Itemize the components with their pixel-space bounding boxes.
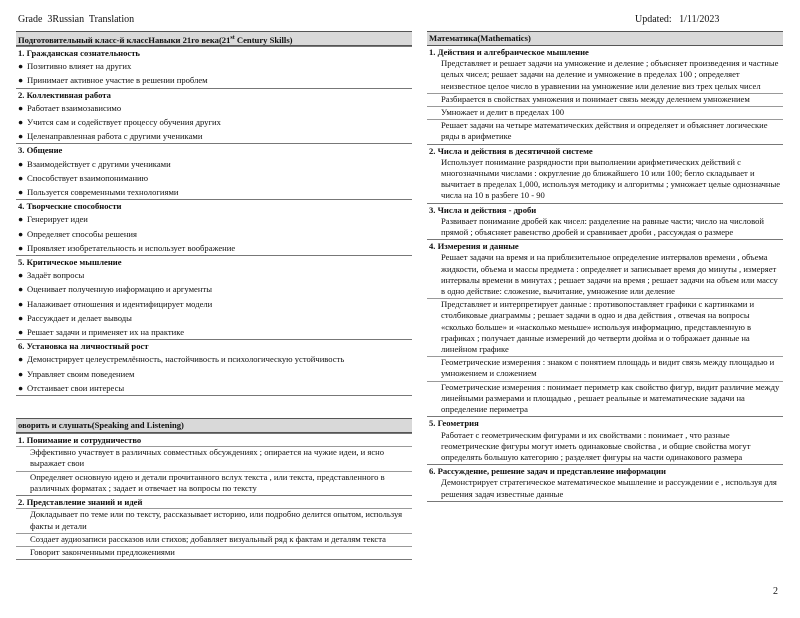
math-bottom-rule	[427, 501, 783, 502]
skill-section-heading: 3. Общение	[16, 143, 412, 156]
skills-title: Подготовительный класс-й классНавыки 21го века(21	[18, 34, 231, 45]
skill-item-text: Генерирует идеи	[27, 214, 88, 225]
skill-item-text: Проявляет изобретательность и использует воображение	[27, 242, 236, 253]
speaking-standard: Эффективно участвует в различных совместных обсуждениях ; опирается на чужие идеи, и ясно выражает свои	[16, 446, 412, 470]
bullet-icon: ●	[18, 187, 24, 198]
math-section-heading: 5. Геометрия	[427, 416, 783, 429]
speaking-section-heading: 2. Представление знаний и идей	[16, 495, 412, 508]
skill-item-text: Демонстрирует целеустремлённость, настойчивость и психологическую устойчивость	[27, 354, 345, 365]
speaking-section-heading: 1. Понимание и сотрудничество	[16, 433, 412, 446]
math-standard: Демонстрирует стратегическое математическое мышление и рассуждении е , используя для решения задач известные данные	[441, 477, 777, 499]
skill-list-item	[16, 282, 412, 296]
math-section-heading: 6. Рассуждение, решение задач и представление информации	[427, 464, 783, 477]
skill-list-item	[16, 59, 412, 73]
math-sections	[427, 46, 783, 501]
skills-title-end: Century Skills)	[234, 34, 293, 45]
bullet-icon: ●	[18, 312, 24, 323]
skill-item-text: Взаимодействует с другими учениками	[27, 158, 171, 169]
document-header-updated: Updated: 1/11/2023	[635, 14, 720, 25]
skill-item-text: Учится сам и содействует процессу обучения других	[27, 117, 221, 128]
math-standard: Умножает и делит в пределах 100	[427, 106, 783, 119]
speaking-standard: Определяет основную идею и детали прочитанного вслух текста , или текста, представленного в различных форматах ; задает и отвечает на вопросы по тексту	[16, 471, 412, 495]
speaking-sections	[16, 433, 412, 559]
math-standard: Представляет и интерпретирует данные : противопоставляет графики с картинками и столбиковые диаграммы ; решает задачи в одно и два действия , отвечая на вопросы «сколько больше» и «насколько меньше» используя информацию, представленную в графиках ; получает данные измерений до четверти дюйма и о тображает данные на линейном графике	[427, 298, 783, 356]
speaking-title: оворить и слушать(Speaking and Listening)	[18, 420, 184, 431]
skill-item-text: Способствует взаимопониманию	[27, 172, 149, 183]
skill-list-item	[16, 185, 412, 199]
skill-section-heading: 6. Установка на личностный рост	[16, 339, 412, 352]
bullet-icon: ●	[18, 327, 24, 338]
skill-list-item	[16, 325, 412, 339]
skill-list-item	[16, 227, 412, 241]
skill-item-text: Работает взаимозависимо	[27, 102, 122, 113]
bullet-icon: ●	[18, 270, 24, 281]
bullet-icon: ●	[18, 368, 24, 379]
bullet-icon: ●	[18, 298, 24, 309]
bullet-icon: ●	[18, 284, 24, 295]
skills-sections	[16, 46, 412, 395]
skill-list-item	[16, 212, 412, 226]
bullet-icon: ●	[18, 382, 24, 393]
bullet-icon: ●	[18, 354, 24, 365]
math-standard: Решает задачи на четыре математических действия и определяет и объясняет логические ряды в арифметике	[427, 119, 783, 143]
skill-item-text: Принимает активное участие в решении проблем	[27, 75, 208, 86]
math-title-bar	[427, 31, 783, 46]
math-title: Математика(Mathematics)	[429, 33, 531, 43]
skill-section-heading: 1. Гражданская сознательность	[16, 46, 412, 59]
math-standard: Разбирается в свойствах умножения и понимает связь между делением умножением	[427, 93, 783, 106]
math-standard: Работает с геометрическим фигурами и их свойствами : понимает , что разные геометрические фигуры могут иметь одинаковые свойства , и общие свойства могут определять большую категорию ; разделяет фигуры на части одинакового размера	[441, 429, 751, 462]
skill-item-text: Задаёт вопросы	[27, 270, 85, 281]
skill-item-text: Позитивно влияет на других	[27, 61, 132, 72]
speaking-bottom-rule	[16, 559, 412, 560]
bullet-icon: ●	[18, 242, 24, 253]
skill-list-item	[16, 297, 412, 311]
bullet-icon: ●	[18, 61, 24, 72]
bullet-icon: ●	[18, 228, 24, 239]
math-section-heading: 4. Измерения и данные	[427, 239, 783, 252]
skill-list-item	[16, 73, 412, 87]
skill-list-item	[16, 381, 412, 395]
bullet-icon: ●	[18, 131, 24, 142]
skill-list-item	[16, 241, 412, 255]
speaking-standard: Создает аудиозаписи рассказов или стихов; добавляет визуальный ряд к фактам и деталям текста	[16, 533, 412, 546]
bullet-icon: ●	[18, 158, 24, 169]
skill-item-text: Определяет способы решения	[27, 228, 137, 239]
skill-section-heading: 4. Творческие способности	[16, 199, 412, 212]
bullet-icon: ●	[18, 214, 24, 225]
skill-list-item	[16, 311, 412, 325]
left-column	[16, 31, 412, 560]
skill-item-text: Решает задачи и применяет их на практике	[27, 327, 185, 338]
skill-item-text: Целенаправленная работа с другими учениками	[27, 131, 203, 142]
skill-item-text: Управляет своим поведением	[27, 368, 135, 379]
math-section-heading: 2. Числа и действия в десятичной системе	[427, 144, 783, 157]
skill-list-item	[16, 101, 412, 115]
bullet-icon: ●	[18, 117, 24, 128]
skill-item-text: Оценивает полученную информацию и аргументы	[27, 284, 213, 295]
skill-item-text: Рассуждает и делает выводы	[27, 312, 132, 323]
skill-section-heading: 5. Критическое мышление	[16, 255, 412, 268]
skill-list-item	[16, 268, 412, 282]
bullet-icon: ●	[18, 172, 24, 183]
math-standard: Развивает понимание дробей как чисел: разделение на равные части; число на числовой прямой ; объясняет равенство дробей и сравнивает дроби , рассуждая о размере	[441, 215, 764, 238]
bullet-icon: ●	[18, 75, 24, 86]
right-column	[427, 31, 783, 502]
skill-list-item	[16, 352, 412, 366]
skill-item-text: Отстаивает свои интересы	[27, 382, 125, 393]
page-number: 2	[773, 586, 778, 597]
math-standard: Геометрические измерения : знаком с понятием площадь и видит связь между площадью и умножением и сложением	[427, 356, 783, 380]
skills-title-bar	[16, 31, 412, 46]
skill-list-item	[16, 171, 412, 185]
math-standard: Геометрические измерения : понимает периметр как свойство фигур, видит различие между линейными размерами и площадью , решает реальные и математические задачи на определение периметра	[427, 381, 783, 417]
skill-item-text: Пользуется современными технологиями	[27, 187, 179, 198]
section-gap	[16, 395, 412, 418]
speaking-standard: Докладывает по теме или по тексту, рассказывает историю, или подробно делится опытом, используя факты и детали	[16, 508, 412, 532]
speaking-title-bar	[16, 418, 412, 433]
skill-list-item	[16, 129, 412, 143]
math-standard: Использует понимание разрядности при выполнении арифметических действий с многозначными числами : округление до ближайшего 10 или 100; бегло складывает и вычитает в пределах 1,000, используя методику и алгоритмы ; умножает целые однозначные числа на 10 в разбеге 10 - 90	[441, 156, 781, 201]
speaking-standard: Говорит законченными предложениями	[16, 546, 412, 559]
skills-title-superscript: st	[230, 35, 235, 41]
skill-item-text: Налаживает отношения и идентифицирует модели	[27, 298, 213, 309]
bullet-icon: ●	[18, 102, 24, 113]
skill-list-item	[16, 115, 412, 129]
skill-section-heading: 2. Коллективная работа	[16, 88, 412, 101]
skill-list-item	[16, 157, 412, 171]
document-header-left: Grade 3Russian Translation	[18, 14, 135, 25]
math-standard: Решает задачи на время и на приблизительное определение интервалов времени , объема жидкости, объема и массы предмета : определяет и записывает время до минуты , измеряет интервалы времени в минутах ; решает задачи на время ; решает задачи на объем или массу в одно действие: сложение, вычитание, умножение или деление	[441, 252, 778, 297]
math-section-heading: 3. Числа и действия - дроби	[427, 203, 783, 216]
math-section-heading: 1. Действия и алгебраическое мышление	[429, 47, 589, 57]
skill-list-item	[16, 367, 412, 381]
math-standard: Представляет и решает задачи на умножение и деление ; объясняет произведения и частные целых чисел; решает задачи на деление и умножение в пределах 100 ; определяет неизвестное целое число в уравнении на умножение или деление виз трех целых чисел	[441, 58, 779, 91]
